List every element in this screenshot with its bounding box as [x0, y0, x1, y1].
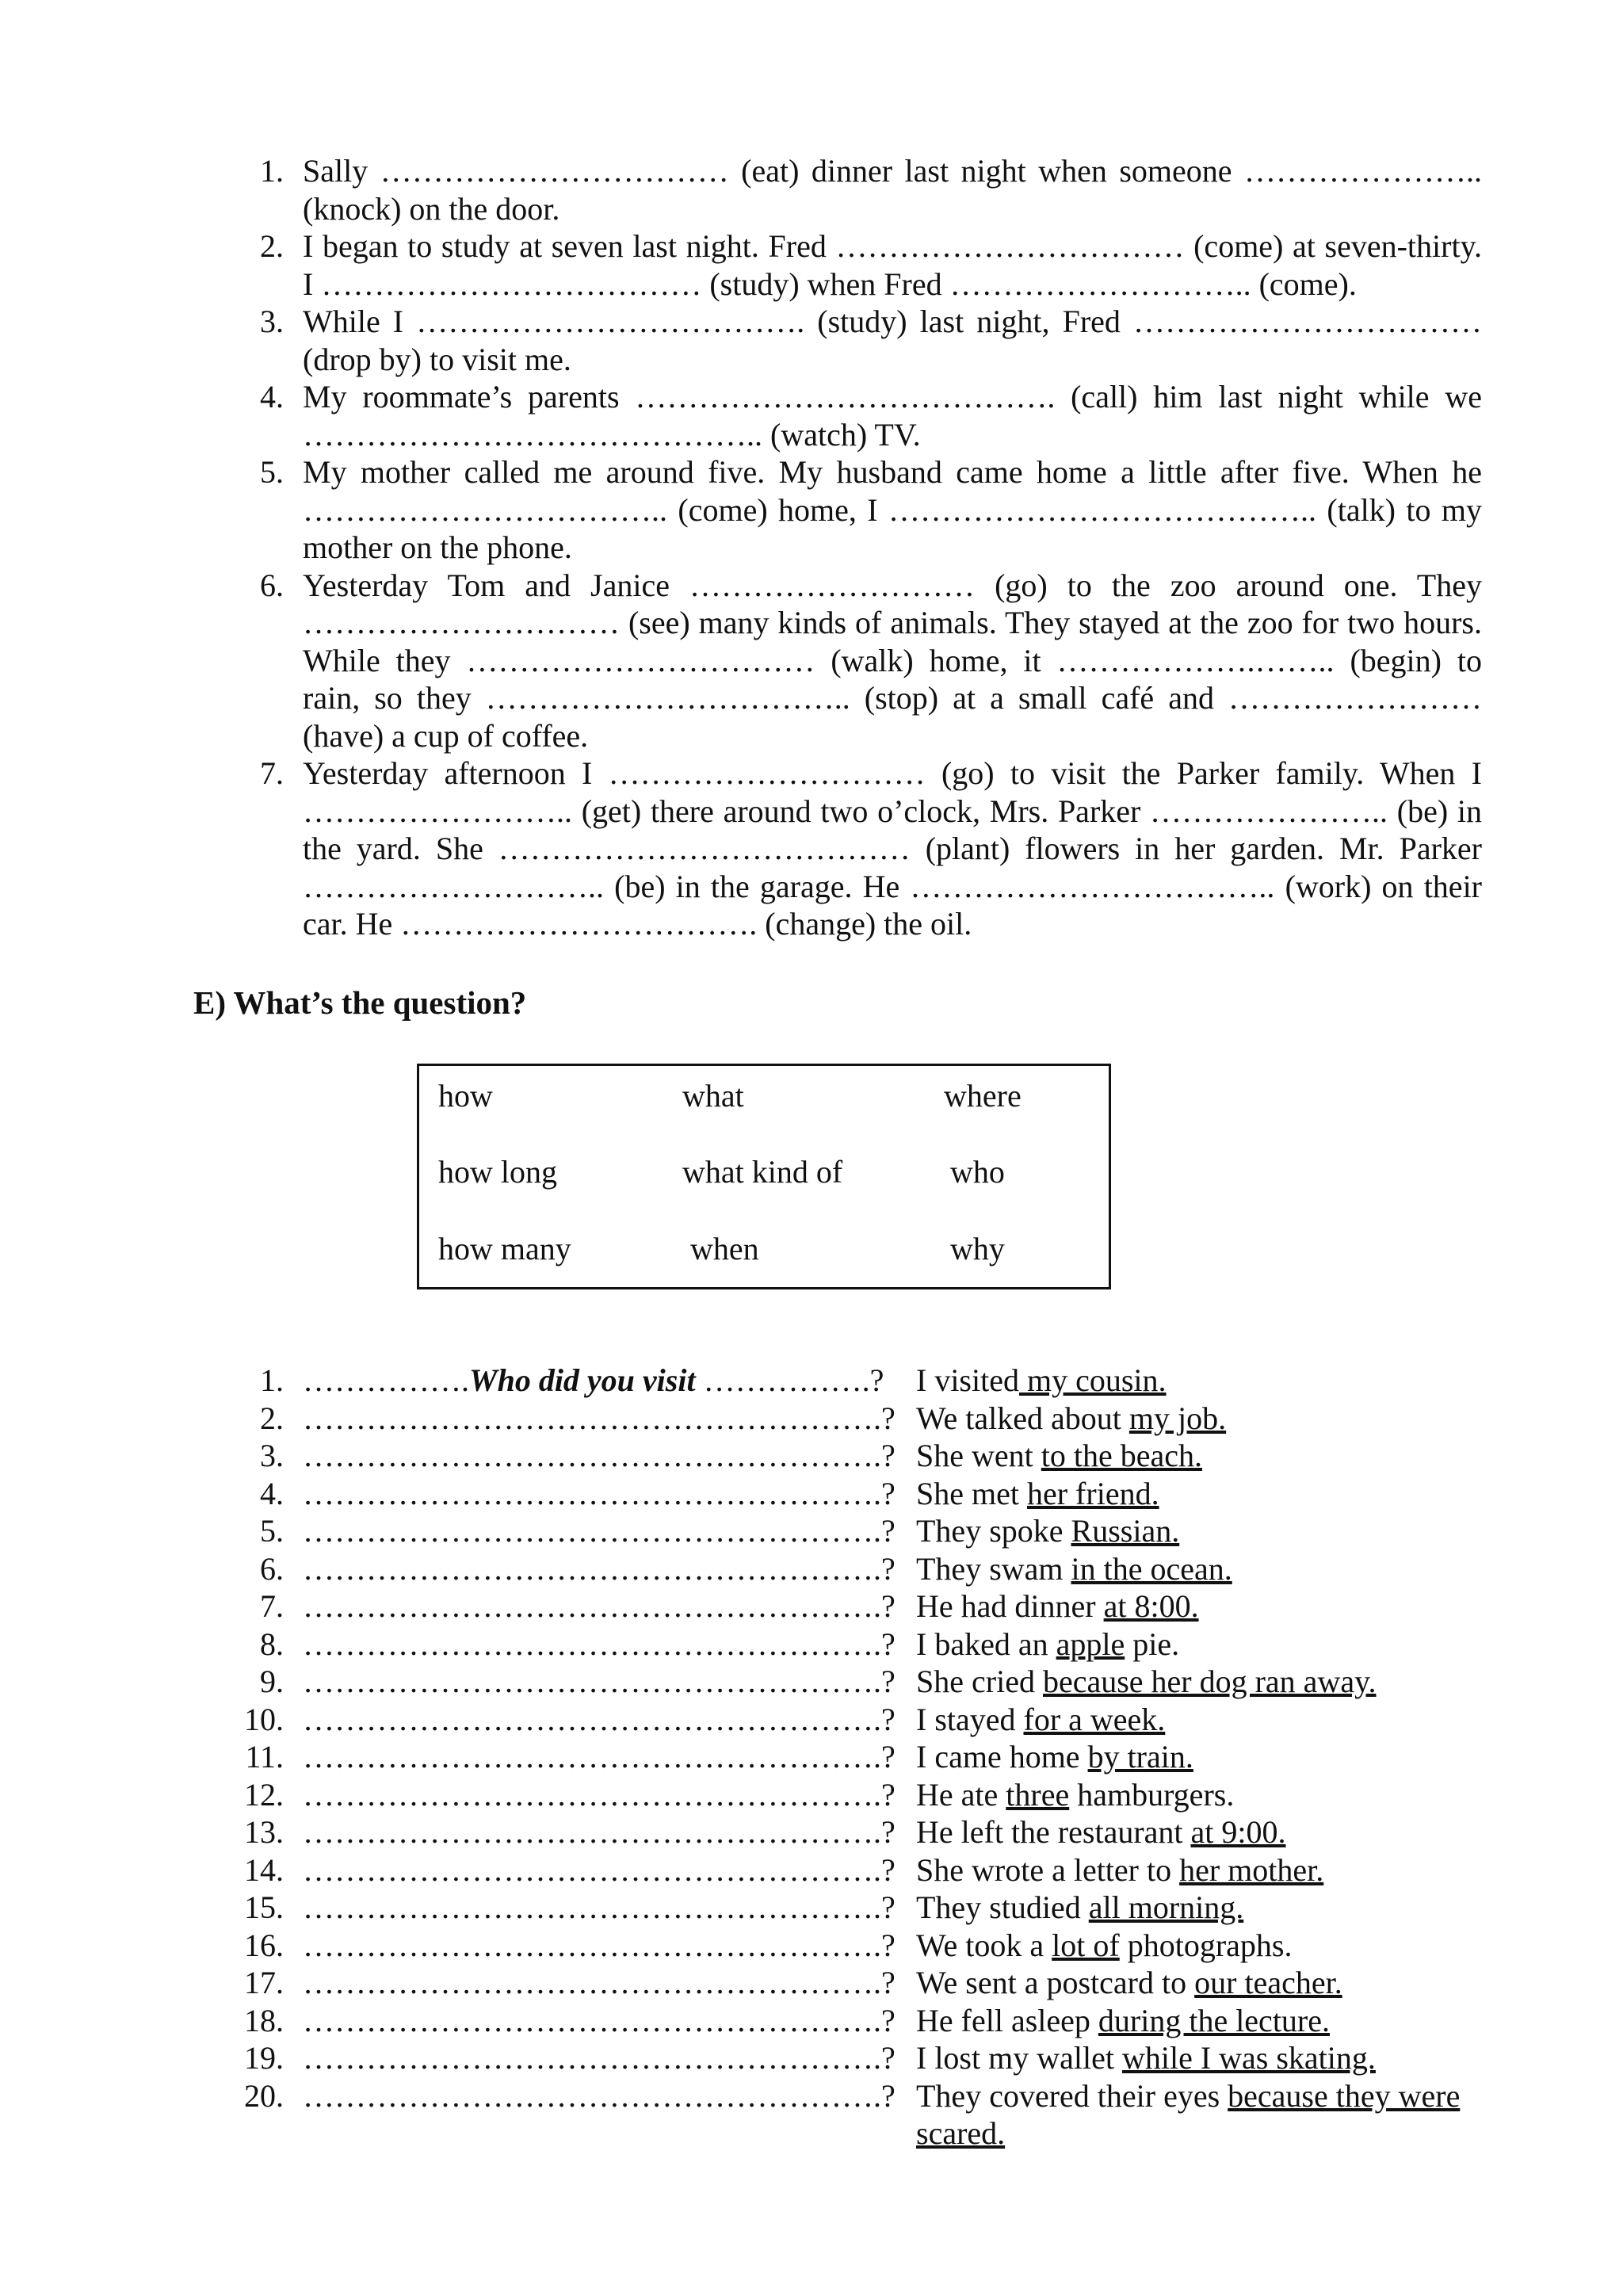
answer-text: I visited	[916, 1362, 1019, 1398]
answer-underlined: lot of	[1052, 1927, 1120, 1963]
answer-text: We talked about	[916, 1400, 1129, 1436]
answer-underlined: for a week.	[1023, 1701, 1166, 1737]
question-blank: ……………………………………………….?	[303, 1889, 896, 1925]
question-blank	[284, 1362, 911, 1400]
answer-underlined: my job.	[1128, 1400, 1227, 1436]
question-item	[230, 1475, 1498, 1513]
item-text: Sally …………………………… (eat) dinner last night when someone ………………….. (knock) on the door.	[303, 153, 1482, 227]
answer-underlined: apple	[1056, 1626, 1125, 1662]
answer-text: I came home	[916, 1739, 1088, 1775]
question-item	[230, 1813, 1498, 1851]
question-blank: ……………………………………………….?	[303, 1588, 896, 1624]
answer-text: He left the restaurant	[916, 1814, 1191, 1850]
item-text: My roommate’s parents …………………………………. (call) him last night while we …………………………………….. (watch) TV.	[303, 379, 1482, 453]
answer-text: She went	[916, 1438, 1041, 1473]
answer-text: I baked an	[916, 1626, 1056, 1662]
question-word-box	[417, 1064, 1111, 1289]
item-number: 17.	[244, 1965, 284, 2000]
item-number: 6.	[260, 567, 284, 603]
answer	[911, 1626, 1498, 1664]
question-blank: ……………………………………………….?	[303, 1664, 896, 1699]
question-blank: ……………………………………………….?	[303, 2002, 896, 2038]
answer-text: She wrote a letter to	[916, 1851, 1180, 1888]
answer-underlined: her mother.	[1179, 1851, 1324, 1888]
item-number: 4.	[260, 379, 284, 415]
item-number: 4.	[260, 1475, 284, 1511]
question-blank: ……………………………………………….?	[303, 1626, 896, 1662]
question-item	[230, 1512, 1498, 1550]
answer-underlined: to the beach.	[1041, 1438, 1203, 1473]
question-blank: ……………………………………………….?	[303, 1739, 896, 1775]
answer-underlined: at 8:00.	[1103, 1588, 1199, 1624]
item-number: 7.	[260, 755, 284, 791]
item-number: 15.	[244, 1889, 284, 1925]
answer-underlined: at 9:00.	[1190, 1814, 1286, 1850]
question-item	[230, 1626, 1498, 1664]
question-blank: ……………………………………………….?	[303, 1965, 896, 2000]
item-number: 16.	[244, 1927, 284, 1963]
question-item	[230, 1964, 1498, 2002]
answer	[911, 1813, 1498, 1851]
answer-text: hamburgers.	[1069, 1776, 1235, 1813]
blank-dots: …………….?	[695, 1362, 884, 1398]
answer	[911, 1889, 1498, 1927]
item-number: 6.	[260, 1550, 284, 1587]
question-item	[230, 1927, 1498, 1965]
answer-text: He ate	[916, 1776, 1006, 1813]
part-d-item	[230, 152, 1482, 227]
word-how-many: how many	[438, 1231, 571, 1266]
section-title: E) What’s the question?	[193, 984, 527, 1021]
item-number: 8.	[260, 1626, 284, 1662]
word-who: who	[950, 1154, 1005, 1190]
question-blank: ……………………………………………….?	[303, 1701, 896, 1737]
question-blank: ……………………………………………….?	[303, 1475, 896, 1511]
item-number: 13.	[244, 1814, 284, 1850]
blank-dots: …………….	[303, 1362, 469, 1398]
question-blank: ……………………………………………….?	[303, 1776, 896, 1813]
question-blank: ……………………………………………….?	[303, 2077, 896, 2114]
question-blank: ……………………………………………….?	[303, 1814, 896, 1850]
answer	[911, 2077, 1498, 2153]
question-item	[230, 1738, 1498, 1776]
item-text: My mother called me around five. My husband came home a little after five. When he …………………………….. (come) home, I ………………………………….. (talk) to my mother on the phone.	[303, 454, 1482, 565]
part-d-item	[230, 303, 1482, 378]
item-number: 2.	[260, 228, 284, 264]
answer	[911, 1437, 1498, 1475]
word-why: why	[950, 1231, 1005, 1266]
question-item	[230, 1663, 1498, 1701]
word-how: how	[438, 1078, 493, 1114]
answer-underlined: because they were scared.	[916, 2077, 1461, 2151]
word-how-long: how long	[438, 1154, 557, 1190]
question-item	[230, 1437, 1498, 1475]
answer-text: I stayed	[916, 1701, 1024, 1737]
part-d-list	[230, 152, 1482, 943]
answer-text: She met	[916, 1475, 1027, 1511]
answer	[911, 1663, 1498, 1701]
question-item	[230, 1851, 1498, 1889]
answer	[911, 1964, 1498, 2002]
question-blank: ……………………………………………….?	[303, 1550, 896, 1587]
answer	[911, 2039, 1498, 2077]
question-blank: ……………………………………………….?	[303, 1438, 896, 1473]
word-what: what	[682, 1078, 744, 1114]
answer	[911, 1776, 1498, 1814]
item-number: 14.	[244, 1851, 284, 1888]
question-item	[230, 2002, 1498, 2040]
question-item	[230, 1400, 1498, 1438]
question-blank: ……………………………………………….?	[303, 1927, 896, 1963]
answer-underlined: my cousin.	[1018, 1362, 1167, 1398]
answer-text: They studied	[916, 1889, 1089, 1925]
item-number: 18.	[244, 2002, 284, 2038]
question-item	[230, 1362, 1498, 1400]
answer-underlined: in the ocean.	[1071, 1550, 1232, 1587]
item-number: 19.	[244, 2040, 284, 2076]
answer-text: I lost my wallet	[916, 2040, 1122, 2076]
item-number: 9.	[260, 1664, 284, 1699]
item-number: 3.	[260, 1438, 284, 1473]
item-text: While I ………………………………. (study) last night, Fred …………………………… (drop by) to visit me.	[303, 304, 1482, 377]
answer-text: She cried	[916, 1664, 1043, 1699]
answer	[911, 1362, 1498, 1400]
part-d-item	[230, 378, 1482, 453]
answer	[911, 1512, 1498, 1550]
answer-text: They spoke	[916, 1513, 1071, 1549]
item-number: 11.	[245, 1739, 284, 1775]
answer-text: photographs.	[1119, 1927, 1293, 1963]
question-item	[230, 2077, 1498, 2153]
question-blank: ……………………………………………….?	[303, 1851, 896, 1888]
answer	[911, 1927, 1498, 1965]
item-text: Yesterday afternoon I ………………………… (go) to visit the Parker family. When I …………………….. (get) there around two o’clock, Mrs. Parker ………………….. (be) in the yard. She ………………………………… (plant) flowers in her garden. Mr. Parker ……………………….. (be) in the garage. He …………………………….. (work) on their car. He ……………………………. (change) the oil.	[303, 755, 1482, 942]
item-text: Yesterday Tom and Janice ……………………… (go) to the zoo around one. They ………………………… (see) many kinds of animals. They stayed at the zoo for two hours. While they …………………………… (walk) home, it ……………….…….. (begin) to rain, so they …………………………….. (stop) at a small café and …………………… (have) a cup of coffee.	[303, 567, 1482, 754]
answer-text: He had dinner	[916, 1588, 1104, 1624]
answer	[911, 1701, 1498, 1739]
answer-underlined: because her dog ran away.	[1042, 1664, 1377, 1699]
item-number: 7.	[260, 1588, 284, 1624]
question-blank: ……………………………………………….?	[303, 1400, 896, 1436]
question-item	[230, 2039, 1498, 2077]
item-number: 1.	[260, 153, 284, 189]
answer-underlined: Russian.	[1071, 1513, 1180, 1549]
answer	[911, 1738, 1498, 1776]
item-number: 5.	[260, 454, 284, 490]
item-number: 3.	[260, 304, 284, 339]
part-d-item	[230, 567, 1482, 755]
question-item	[230, 1587, 1498, 1626]
part-e-list	[230, 1362, 1498, 2153]
item-number: 10.	[244, 1701, 284, 1737]
part-d-item	[230, 453, 1482, 567]
answer	[911, 1475, 1498, 1513]
answer	[911, 2002, 1498, 2040]
answer-underlined: her friend.	[1026, 1475, 1159, 1511]
question-blank: ……………………………………………….?	[303, 2040, 896, 2076]
question-item	[230, 1889, 1498, 1927]
answer-underlined: during the lecture.	[1098, 2002, 1330, 2038]
answer-underlined: all morning.	[1088, 1889, 1244, 1925]
question-item	[230, 1550, 1498, 1588]
answer-text: They covered their eyes	[916, 2077, 1228, 2114]
answer	[911, 1587, 1498, 1626]
model-question: Who did you visit	[469, 1362, 696, 1398]
answer-underlined: by train.	[1087, 1739, 1193, 1775]
answer-text: We sent a postcard to	[916, 1965, 1195, 2000]
answer-text: He fell asleep	[916, 2002, 1098, 2038]
item-number: 5.	[260, 1513, 284, 1549]
question-blank: ……………………………………………….?	[303, 1513, 896, 1549]
item-number: 2.	[260, 1400, 284, 1436]
answer-text: We took a	[916, 1927, 1052, 1963]
item-number: 1.	[260, 1362, 284, 1398]
part-d-item	[230, 227, 1482, 303]
answer-underlined: three	[1006, 1776, 1070, 1813]
answer	[911, 1851, 1498, 1889]
question-item	[230, 1701, 1498, 1739]
answer-text: They swam	[916, 1550, 1071, 1587]
item-text: I began to study at seven last night. Fred …………………………… (come) at seven-thirty. I ……………………………… (study) when Fred ……………………….. (come).	[303, 228, 1482, 302]
word-where: where	[944, 1078, 1022, 1114]
question-item	[230, 1776, 1498, 1814]
answer-text: pie.	[1125, 1626, 1180, 1662]
answer-underlined: while I was skating.	[1121, 2040, 1376, 2076]
answer	[911, 1550, 1498, 1588]
item-number: 20.	[244, 2077, 284, 2114]
answer	[911, 1400, 1498, 1438]
word-what-kind-of: what kind of	[682, 1154, 843, 1190]
word-when: when	[690, 1231, 759, 1266]
answer-underlined: our teacher.	[1194, 1965, 1342, 2000]
item-number: 12.	[244, 1776, 284, 1813]
part-d-item	[230, 755, 1482, 943]
